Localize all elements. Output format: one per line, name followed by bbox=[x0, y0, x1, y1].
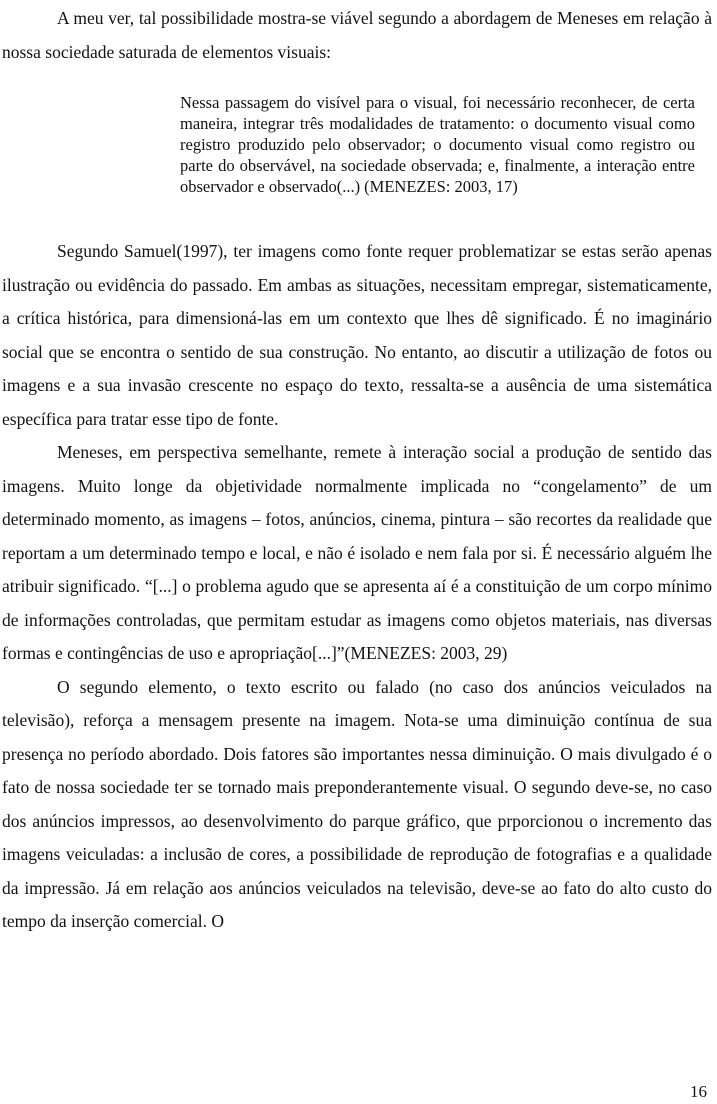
block-quote-menezes: Nessa passagem do visível para o visual, foi necessário reconhecer, de certa maneira, integrar três modalidades de tratamento: o documento visual como registro produzido pelo observador; o documento visual como registro ou parte do observável, na sociedade observada; e, finalmente, a interação entre observador e observado(...) (MENEZES: 2003, 17) bbox=[180, 93, 695, 196]
paragraph-samuel: Segundo Samuel(1997), ter imagens como fonte requer problematizar se estas serão apenas ilustração ou evidência do passado. Em ambas as situações, necessitam empregar, sistematicamente, a crítica histórica, para dimensioná-las em um contexto que lhes dê significado. É no imaginário social que se encontra o sentido de sua construção. No entanto, ao discutir a utilização de fotos ou imagens e a sua invasão crescente no espaço do texto, ressalta-se a ausência de uma sistemática específica para tratar esse tipo de fonte. bbox=[2, 241, 712, 429]
paragraph-meneses: Meneses, em perspectiva semelhante, remete à interação social a produção de sentido das imagens. Muito longe da objetividade normalmente implicada no “congelamento” de um determinado momento, as imagens – fotos, anúncios, cinema, pintura – são recortes da realidade que reportam a um determinado tempo e local, e não é isolado e nem fala por si. É necessário alguém lhe atribuir significado. “[...] o problema agudo que se apresenta aí é a constituição de um corpo mínimo de informações controladas, que permitam estudar as imagens como objetos materiais, nas diversas formas e contingências de uso e apropriação[...]”(MENEZES: 2003, 29) bbox=[2, 442, 712, 663]
page-number: 16 bbox=[690, 1082, 707, 1101]
paragraph-intro: A meu ver, tal possibilidade mostra-se viável segundo a abordagem de Meneses em relação à nossa sociedade saturada de elementos visuais: bbox=[2, 8, 712, 62]
paragraph-segundo-elemento: O segundo elemento, o texto escrito ou falado (no caso dos anúncios veiculados na televisão), reforça a mensagem presente na imagem. Nota-se uma diminuição contínua de sua presença no período abordado. Dois fatores são importantes nessa diminuição. O mais divulgado é o fato de nossa sociedade ter se tornado mais preponderantemente visual. O segundo deve-se, no caso dos anúncios impressos, ao desenvolvimento do parque gráfico, que prporcionou o incremento das imagens veiculadas: a inclusão de cores, a possibilidade de reprodução de fotografias e a qualidade da impressão. Já em relação aos anúncios veiculados na televisão, deve-se ao fato do alto custo do tempo da inserção comercial. O bbox=[2, 676, 712, 931]
